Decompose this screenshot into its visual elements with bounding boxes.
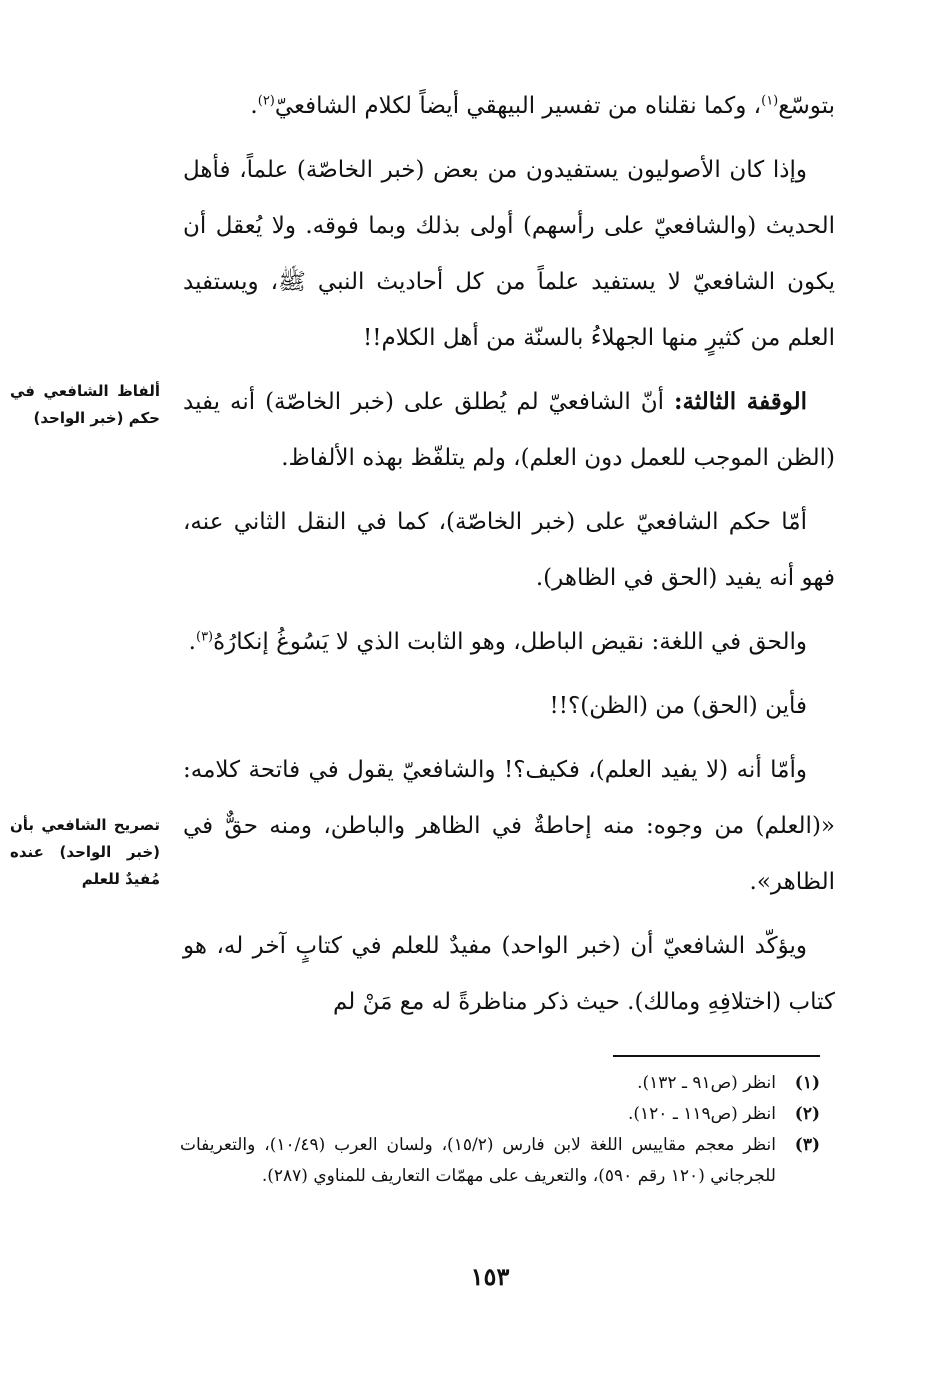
footnote-ref-2: (٢) <box>257 93 275 109</box>
main-text <box>183 78 835 1038</box>
footnote-number: (٢) <box>794 1104 820 1124</box>
paragraph-1-middle: ، وكما نقلناه من تفسير البيهقي أيضاً لكلام الشافعيّ <box>274 93 762 119</box>
footnote-3 <box>180 1130 820 1192</box>
page-number: ١٥٣ <box>470 1262 510 1291</box>
footnote-1 <box>180 1068 820 1099</box>
footnote-number: (٣) <box>794 1135 820 1155</box>
paragraph-6: فأين (الحق) من (الظن)؟!! <box>549 693 807 719</box>
paragraph-3 <box>183 374 835 486</box>
footnote-text: انظر معجم مقاييس اللغة لابن فارس (١٥/٢)، ولسان العرب (١٠/٤٩)، والتعريفات للجرجاني (١٢٠ رقم ٥٩٠)، والتعريف على مهمّات التعاريف للمناوي (٢٨٧). <box>180 1135 776 1186</box>
paragraph-4: أمّا حكم الشافعيّ على (خبر الخاصّة)، كما في النقل الثاني عنه، فهو أنه يفيد (الحق في الظاهر). <box>183 509 835 591</box>
footnote-text: انظر (ص١١٩ ـ ١٢٠). <box>627 1104 776 1124</box>
paragraph-2: وإذا كان الأصوليون يستفيدون من بعض (خبر الخاصّة) علماً، فأهل الحديث (والشافعيّ على رأسهم) أولى بذلك وبما فوقه. ولا يُعقل أن يكون الشافعيّ لا يستفيد علماً من كل أحاديث النبي ﷺ، ويستفيد العلم من كثيرٍ منها الجهلاءُ بالسنّة من أهل الكلام!! <box>183 157 835 351</box>
footnote-number: (١) <box>794 1073 820 1093</box>
paragraph-5 <box>183 614 835 670</box>
footnote-ref-3: (٣) <box>195 629 214 645</box>
footnotes <box>180 1068 820 1192</box>
paragraph-5-end: . <box>188 629 196 655</box>
paragraph-5-text: والحق في اللغة: نقيض الباطل، وهو الثابت الذي لا يَسُوغُ إنكارُهُ <box>213 629 807 655</box>
footnote-ref-1: (١) <box>761 93 779 109</box>
footnote-2 <box>180 1099 820 1130</box>
paragraph-1 <box>183 78 835 134</box>
paragraph-1-start: بتوسّع <box>778 93 835 119</box>
paragraph-1-end: . <box>250 93 258 119</box>
footnote-text: انظر (ص٩١ ـ ١٣٢). <box>637 1073 776 1093</box>
footnote-divider <box>613 1055 820 1057</box>
paragraph-8: ويؤكّد الشافعيّ أن (خبر الواحد) مفيدٌ للعلم في كتابٍ آخر له، هو كتاب (اختلافِهِ ومالك). حيث ذكر مناظرةً له مع مَنْ لم <box>183 933 835 1015</box>
side-note-shafii-terms: ألفاظ الشافعي في حكم (خبر الواحد) <box>10 382 160 427</box>
side-note-shafii-statement: تصريح الشافعي بأن (خبر الواحد) عنده مُفيدٌ للعلم <box>10 816 160 888</box>
paragraph-7: وأمّا أنه (لا يفيد العلم)، فكيف؟! والشافعيّ يقول في فاتحة كلامه: «(العلم) من وجوه: منه إحاطةٌ في الظاهر والباطن، ومنه حقٌّ في الظاهر». <box>183 757 835 895</box>
paragraph-3-text: أنّ الشافعيّ لم يُطلق على (خبر الخاصّة) أنه يفيد (الظن الموجب للعمل دون العلم)، ولم يتلفّظ بهذه الألفاظ. <box>183 389 835 471</box>
section-heading-third-point: الوقفة الثالثة: <box>673 388 807 415</box>
